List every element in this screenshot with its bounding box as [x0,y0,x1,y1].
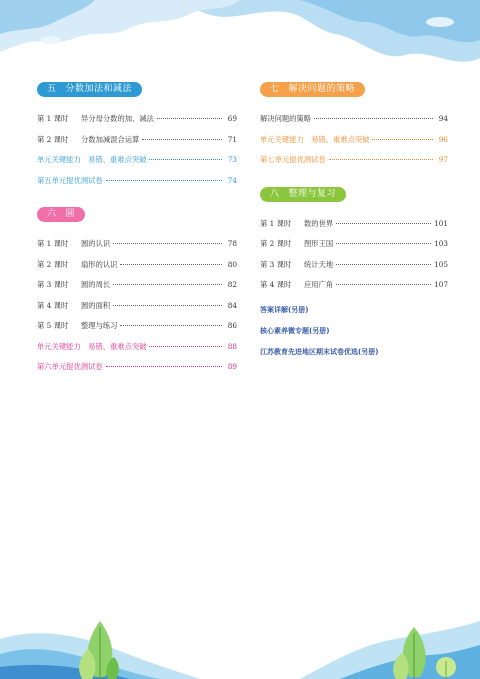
dot-leader [336,284,431,285]
unit8-header[interactable] [260,187,346,202]
page-number: 103 [434,239,448,248]
entry-title: 第六单元提优测试卷 [37,362,103,371]
lesson-number: 第 4 课时 [37,300,69,310]
entry-title: 图形王国 [304,239,334,248]
page-number: 74 [227,175,237,185]
dot-leader [157,118,222,119]
dot-leader [149,159,222,160]
toc-right-column [260,76,448,363]
lesson-number: 第 2 课时 [260,239,292,248]
dot-leader [336,264,431,265]
toc-entry-unit-test[interactable] [37,357,237,378]
entry-title: 第五单元提优测试卷 [37,175,103,185]
lesson-number: 第 2 课时 [37,134,69,144]
toc-entry[interactable] [37,296,237,317]
dot-leader [336,223,431,224]
page-number: 82 [227,280,237,289]
entry-title: 分数加减混合运算 [81,134,140,144]
entry-title: 圆的面积 [81,300,111,310]
page-number: 69 [227,114,237,123]
entry-title: 统计天地 [304,259,334,269]
dot-leader [106,366,222,367]
dot-leader [120,264,222,265]
lesson-number: 第 3 课时 [260,259,292,269]
page-number: 78 [227,239,237,248]
bottom-landscape-decoration [0,599,480,679]
toc-entry[interactable] [37,130,237,151]
unit6-title: 圆 [65,209,76,219]
page-number: 97 [438,155,448,164]
page-number: 71 [227,134,237,144]
toc-entry[interactable] [260,234,448,255]
unit5-title: 分数加法和减法 [65,84,133,94]
dot-leader [106,180,222,181]
page-number: 96 [438,134,448,144]
extra-answer-booklet[interactable]: 答案详解(另册) [260,305,309,314]
dot-leader [142,139,222,140]
unit8-number: 八 [270,188,280,199]
lesson-number: 第 4 课时 [260,280,292,289]
dot-leader [113,305,222,306]
toc-entry[interactable] [37,234,237,255]
toc-entry[interactable] [260,255,448,276]
dot-leader [336,243,431,244]
page-number: 105 [434,259,448,269]
toc-entry[interactable] [260,214,448,235]
dot-leader [113,243,222,244]
entry-title: 数的世界 [304,218,334,228]
extra-final-exam-booklet[interactable]: 江苏教育先进地区期末试卷优选(另册) [260,347,379,356]
toc-entry[interactable] [37,255,237,276]
page-number: 89 [227,362,237,371]
unit5-number: 五 [47,84,57,94]
entry-title: 异分母分数的加、减法 [81,114,154,123]
page-number: 107 [434,280,448,289]
entry-title: 第七单元提优测试卷 [260,155,326,164]
page-number: 88 [227,341,237,351]
page-number: 84 [227,300,237,310]
entry-title: 解决问题的策略 [260,114,312,123]
lesson-number: 第 1 课时 [260,218,292,228]
toc-entry-unit-test[interactable] [37,171,237,192]
toc-entry-key-ability[interactable] [37,150,237,171]
unit7-number: 七 [270,84,280,94]
lesson-number: 第 2 课时 [37,259,69,269]
page-number: 101 [434,218,448,228]
lesson-number: 第 1 课时 [37,239,69,248]
unit8-title: 整理与复习 [288,188,337,199]
dot-leader [329,159,433,160]
dot-leader [149,346,222,347]
lesson-number: 第 3 课时 [37,280,69,289]
page-number: 94 [438,114,448,123]
page-number: 86 [227,321,237,330]
unit6-number: 六 [47,209,57,219]
page-number: 73 [227,155,237,164]
unit7-header[interactable] [260,82,365,97]
entry-title: 扇形的认识 [81,259,118,269]
entry-title: 整理与练习 [81,321,118,330]
extra-core-literacy-booklet[interactable]: 核心素养微专题(另册) [260,326,330,335]
toc-entry-key-ability[interactable] [260,130,448,151]
toc-entry[interactable] [37,275,237,296]
unit7-title: 解决问题的策略 [288,84,356,94]
toc-entry-key-ability[interactable] [37,337,237,358]
toc-entry[interactable] [260,275,448,296]
toc-entry[interactable] [37,316,237,337]
toc-entry[interactable] [37,109,237,130]
toc-entry[interactable] [260,109,448,130]
entry-title: 单元关键能力 易错、重难点突破 [37,341,147,351]
entry-title: 单元关键能力 易错、重难点突破 [260,134,370,144]
dot-leader [372,139,433,140]
entry-title: 圆的周长 [81,280,111,289]
toc-left-column [37,76,237,378]
unit6-header[interactable] [37,207,85,222]
toc-entry-unit-test[interactable] [260,150,448,171]
page-number: 80 [227,259,237,269]
top-cloud-decoration [0,0,480,70]
lesson-number: 第 1 课时 [37,114,69,123]
entry-title: 圆的认识 [81,239,111,248]
lesson-number: 第 5 课时 [37,321,69,330]
dot-leader [314,118,433,119]
entry-title: 单元关键能力 易错、重难点突破 [37,155,147,164]
unit5-header[interactable] [37,82,142,97]
dot-leader [120,325,222,326]
dot-leader [113,284,222,285]
entry-title: 应用广角 [304,280,334,289]
